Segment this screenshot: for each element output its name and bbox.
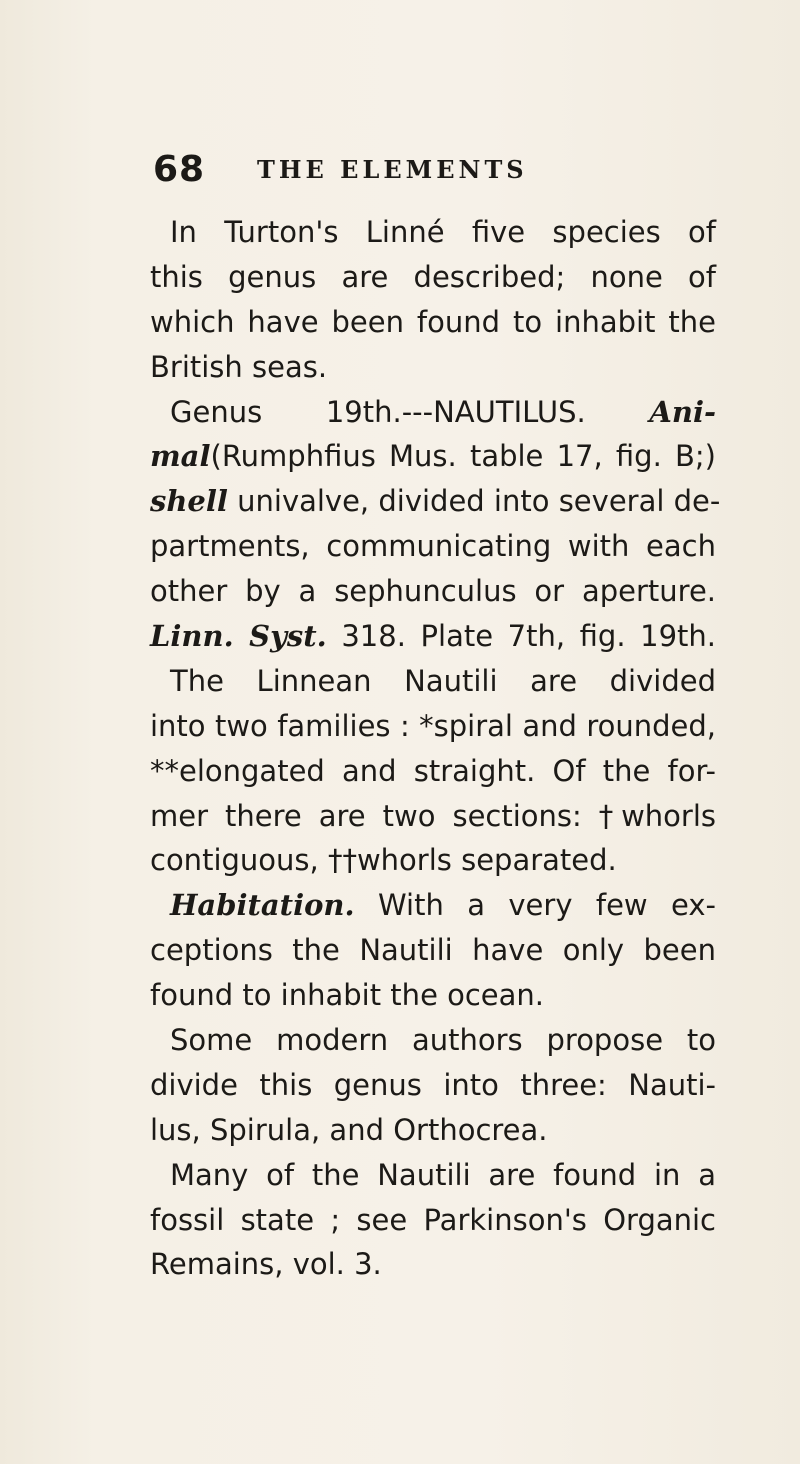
text-line: In Turton's Linné five species of xyxy=(170,215,716,249)
text-segment: univalve, divided into several de- xyxy=(237,484,721,519)
text-line: **elongated and straight. Of the for- xyxy=(150,753,716,788)
genus-heading: Genus 19th.---NAUTILUS. xyxy=(170,394,586,429)
text-line: Remains, vol. 3. xyxy=(150,1247,382,1282)
text-line xyxy=(150,479,721,524)
text-line: contiguous, ††whorls separated. xyxy=(150,843,617,878)
text-line: fossil state ; see Parkinson's Organic xyxy=(150,1202,716,1237)
text-segment: With a very few ex- xyxy=(378,888,716,923)
text-line: Some modern authors propose to xyxy=(170,1023,716,1058)
text-line: The Linnean Nautili are divided xyxy=(170,663,716,698)
italic-term: Linn. Syst. xyxy=(150,619,327,654)
text-line: British seas. xyxy=(150,349,328,384)
body-text xyxy=(150,210,721,1287)
text-line: mer there are two sections: †whorls xyxy=(150,798,716,833)
text-line xyxy=(150,390,716,435)
text-line xyxy=(150,883,716,928)
text-line: into two families : *spiral and rounded, xyxy=(150,708,716,743)
text-line: Many of the Nautili are found in a xyxy=(170,1157,716,1192)
text-line: this genus are described; none of xyxy=(150,259,716,294)
page-header xyxy=(153,150,713,190)
italic-term: shell xyxy=(150,484,228,519)
text-line: which have been found to inhabit the xyxy=(150,304,716,339)
text-line xyxy=(150,614,716,659)
text-line: ceptions the Nautili have only been xyxy=(150,933,716,968)
text-line: lus, Spirula, and Orthocrea. xyxy=(150,1112,548,1147)
running-head: THE ELEMENTS xyxy=(257,155,528,184)
text-line: other by a sephunculus or aperture. xyxy=(150,574,716,609)
italic-term: Ani- xyxy=(649,394,716,429)
page-number: 68 xyxy=(153,149,206,190)
text-line xyxy=(150,434,716,479)
text-segment: (Rumphfius Mus. table 17, fig. B;) xyxy=(210,439,716,474)
italic-term: mal xyxy=(150,439,211,474)
text-line: partments, communicating with each xyxy=(150,529,716,564)
text-segment: 318. Plate 7th, fig. 19th. xyxy=(341,619,717,654)
text-line: divide this genus into three: Nauti- xyxy=(150,1067,716,1102)
italic-term: Habitation. xyxy=(170,888,355,923)
text-line: found to inhabit the ocean. xyxy=(150,978,545,1013)
